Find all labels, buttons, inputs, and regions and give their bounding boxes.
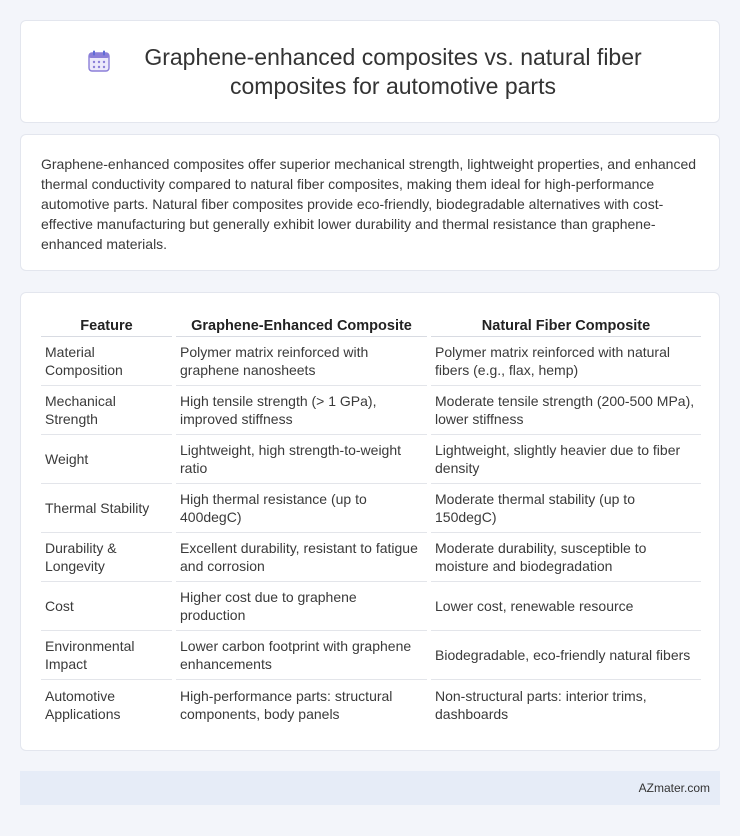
feature-cell: Cost (41, 582, 172, 631)
title-card (20, 20, 720, 123)
footer-site-link[interactable]: AZmater.com (638, 781, 710, 795)
feature-cell: Thermal Stability (41, 484, 172, 533)
table-row (41, 533, 701, 582)
feature-cell: Environmental Impact (41, 631, 172, 680)
title-wrap (87, 43, 653, 101)
comparison-table (37, 315, 705, 729)
header-feature: Feature (41, 315, 172, 337)
natural-fiber-cell: Non-structural parts: interior trims, dashboards (435, 687, 647, 722)
table-row (41, 337, 701, 386)
graphene-cell: High tensile strength (> 1 GPa), improved stiffness (176, 386, 427, 435)
feature-cell: Mechanical Strength (41, 386, 172, 435)
natural-fiber-cell: Polymer matrix reinforced with natural fibers (e.g., flax, hemp) (431, 337, 701, 386)
natural-fiber-cell: Lower cost, renewable resource (431, 582, 701, 631)
natural-fiber-cell: Biodegradable, eco-friendly natural fibers (431, 631, 701, 680)
graphene-cell: Lower carbon footprint with graphene enhancements (176, 631, 427, 680)
natural-fiber-cell: Moderate durability, susceptible to moisture and biodegradation (431, 533, 701, 582)
graphene-cell: Higher cost due to graphene production (176, 582, 427, 631)
feature-cell: Weight (41, 435, 172, 484)
table-row (41, 582, 701, 631)
natural-fiber-cell: Lightweight, slightly heavier due to fiber density (431, 435, 701, 484)
graphene-cell: High-performance parts: structural components, body panels (180, 687, 393, 722)
header-natural-fiber: Natural Fiber Composite (431, 315, 701, 337)
graphene-cell: Excellent durability, resistant to fatigue and corrosion (176, 533, 427, 582)
footer (20, 771, 720, 805)
graphene-cell: Polymer matrix reinforced with graphene nanosheets (176, 337, 427, 386)
feature-cell: Material Composition (41, 337, 172, 386)
table-row (41, 484, 701, 533)
natural-fiber-cell: Moderate tensile strength (200-500 MPa), lower stiffness (431, 386, 701, 435)
summary-text: Graphene-enhanced composites offer superior mechanical strength, lightweight properties, and enhanced thermal conductivity compared to natural fiber composites, making them ideal for high-performance automotive parts. Natural fiber composites provide eco-friendly, biodegradable alternatives with cost-effective manufacturing but generally exhibit lower durability and thermal resistance than graphene-enhanced materials. (41, 156, 697, 252)
table-row (41, 631, 701, 680)
natural-fiber-cell: Moderate thermal stability (up to 150degC) (431, 484, 701, 533)
table-row (41, 680, 701, 729)
header-graphene: Graphene-Enhanced Composite (176, 315, 427, 337)
summary-card (20, 134, 720, 271)
graphene-cell: High thermal resistance (up to 400degC) (176, 484, 427, 533)
comparison-table-card (20, 292, 720, 751)
table-row (41, 386, 701, 435)
feature-cell: Automotive Applications (45, 687, 121, 722)
table-row (41, 435, 701, 484)
graphene-cell: Lightweight, high strength-to-weight ratio (176, 435, 427, 484)
table-header-row (41, 315, 701, 337)
page-title: Graphene-enhanced composites vs. natural fiber composites for automotive parts (144, 43, 642, 99)
feature-cell: Durability & Longevity (41, 533, 172, 582)
calendar-icon (87, 49, 111, 73)
